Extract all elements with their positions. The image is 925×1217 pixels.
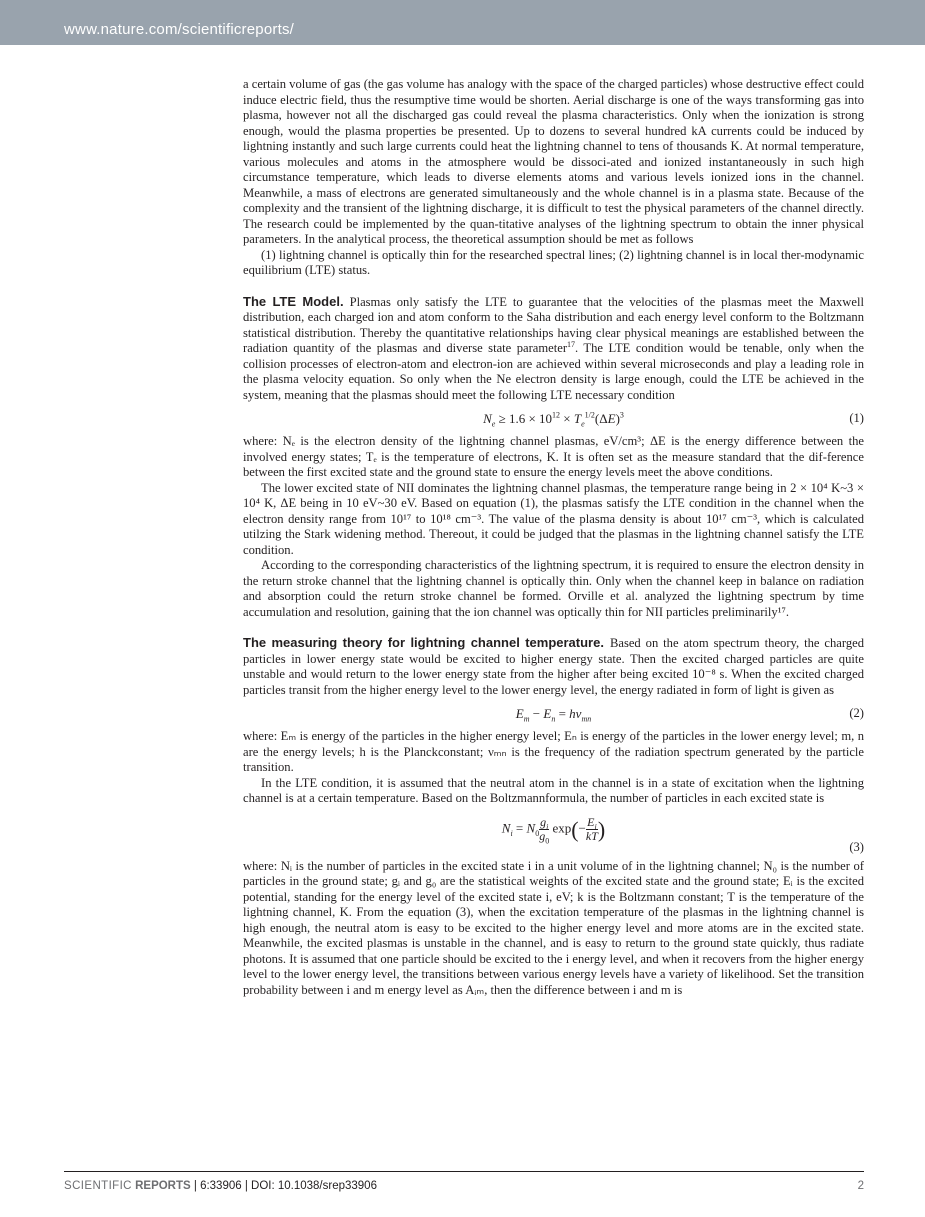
- journal-name-bold: REPORTS: [135, 1180, 191, 1192]
- paragraph-orville: According to the corresponding characteristics of the lightning spectrum, it is required to ensure the electron density in the return stroke channel that the lightning channel is optically thin. Only when the channel keep in balance on radiation and absorption could the return stroke channel be formed. Orville et al. analyzed the lightning spectrum by time accumulation and resolution, gaining that the ion channel was optically thin for NII particles preliminarily¹⁷.: [243, 558, 864, 619]
- section-measuring: The measuring theory for lightning channel temperature. Based on the atom spectrum theory, the charged particles in lower energy state would be excited to higher energy state. Then the excited charged particles are quite unstable and would return to the lower energy state from the higher after being excited 10⁻⁸ s. When the excited charged particles transit from the higher energy level to the lower energy level, the energy radiated in form of light is given as: [243, 635, 865, 697]
- paragraph-eq2-where: where: Eₘ is energy of the particles in the higher energy level; Eₙ is energy of the particles in the lower energy level; m, n are the energy levels; h is the Planckconstant; νₘₙ is the frequency of the radiation spectrum generated by the particle transition.: [243, 729, 864, 774]
- top-banner: [0, 0, 925, 45]
- page-number: 2: [857, 1180, 864, 1192]
- equation-2-number: (2): [849, 706, 864, 720]
- footer-divider: [64, 1171, 864, 1172]
- paragraph-nii: The lower excited state of NII dominates the lightning channel plasmas, the temperature range being in 2 × 10⁴ K~3 × 10⁴ K, ΔE being in 10 eV~30 eV. Based on equation (1), the plasmas satisfy the LTE condition in the channel when the electron density range from 10¹⁷ to 10¹⁸ cm⁻³. The value of the plasma density is about 10¹⁷ cm⁻³, which is calculated utilzing the Stark widening method. Thereout, it could be judged that the plasmas in the lightning channel satisfy the LTE condition.: [243, 480, 864, 557]
- equation-1: [243, 408, 864, 431]
- paragraph-boltzmann: In the LTE condition, it is assumed that the neutral atom in the channel is in a state of excitation when the lightning channel is at a certain temperature. Based on the Boltzmannformula, the number of particles in each excited state is: [243, 775, 864, 805]
- equation-1-number: (1): [849, 411, 864, 425]
- equation-2: [243, 703, 864, 726]
- equation-3-number: (3): [849, 839, 864, 854]
- section-heading-measuring: The measuring theory for lightning channel temperature.: [243, 635, 604, 650]
- article-body: [243, 77, 864, 998]
- site-url-link[interactable]: www.nature.com/scientificreports/: [64, 21, 295, 38]
- section-heading-lte: The LTE Model.: [243, 293, 344, 309]
- paragraph-intro: a certain volume of gas (the gas volume has analogy with the space of the charged particles) whose destructive effect could induce electric field, thus the resumptive time would be shorten. Aerial discharge is one of the ways transforming gas into plasma, however not all the discharged gas could reveal the plasma characteristics. Only when the ionization is strong enough, would the plasma properties be presented. Up to dozens to several hundred kA currents could be induced by lightning instantly and such large currents could heat the lightning channel to tens of thousands K. At normal temperature, various molecules and atoms in the atmosphere would be dissoci-ated and ionized instantaneously in such high circumstance temperature, which leads to diverse elements atoms and various levels ionized ions in the channel. Meanwhile, a mass of electrons are generated simultaneously and the whole channel is in a plasma state. Because of the complexity and the transient of the lightning discharge, it is difficult to test the physical parameters of the channel directly. The research could be implemented by the quan-titative analyses of the lightning spectrum to obtain the inner physical parameters. In the analytical process, the theoretical assumption should be met as follows: [243, 77, 864, 246]
- reference-link[interactable]: 17: [567, 339, 576, 349]
- equation-3: [243, 812, 864, 856]
- paragraph-eq3-where: where: Nᵢ is the number of particles in the excited state i in a unit volume of in the lightning channel; N₀ is the number of particles in the ground state; gᵢ and g₀ are the statistical weights of the excited state and the ground state; Eᵢ is the excited potential, standing for the energy level of the excited state i, eV; k is the Boltzmann constant; T is the temperature of the lightning channel, K. From the equation (3), when the excitation temperature of the plasmas in the lightning channel is high enough, the neutral atom is easy to be excited to the higher energy level and more atoms are in the excited state. Meanwhile, the excited plasmas is unstable in the channel, and is easy to return to the ground state quickly, thus radiate photons. It is assumed that one particle should be excited to the i energy level, and when it recovers from the higher energy level to the lower energy level, the transitions between various energy levels have a variety of likelihood. Set the transition probability between i and m energy level as Aᵢₘ, then the difference between i and m is: [243, 858, 864, 997]
- doi-citation: | 6:33906 | DOI: 10.1038/srep33906: [193, 1180, 377, 1192]
- equation-2-expression: $E_m - E_n = h\nu_{mn}$: [515, 706, 592, 724]
- section-lte: The LTE Model. Plasmas only satisfy the LTE to guarantee that the velocities of the plasmas meet the Maxwell distribution, each charged ion and atom conform to the Saha distribution and each energy level conform to the Boltzmann statistical distribution. Thereby the quantitative relationships having clear physical meanings are established between the radiation quantity of the plasmas and diverse state parameter$^{17}$. The LTE condition would be tenable, only when the collision processes of electron-atom and electron-ion are achieved within several microseconds and play a leading role in the plasma velocity equation. So only when the Ne electron density is large enough, could the LTE be achieved in the system, meaning that the plasmas should meet the following LTE necessary condition: [243, 293, 865, 402]
- footer-citation: [64, 1180, 377, 1192]
- journal-name: SCIENTIFIC: [64, 1180, 132, 1192]
- equation-3-expression: $N_i = N_0$ $\frac{g_i}{g_0}$ exp(− $\frac{E_i}{kT}$ ): [501, 814, 606, 845]
- equation-1-expression: $N_e \ge 1.6 \times 10^{12} \times T_e^{1/2}(\Delta E)^3$: [483, 410, 624, 429]
- paragraph-eq1-where: where: Nₑ is the electron density of the lightning channel plasmas, eV/cm³; ΔE is the energy difference between the involved energy states; Tₑ is the temperature of electrons, K. It is often set as the measure standard that the dif-ference between the first excited state and the ground state to ensure the energy levels meet the above conditions.: [243, 434, 864, 479]
- paragraph-assumptions: (1) lightning channel is optically thin for the researched spectral lines; (2) lightning channel is in local ther-modynamic equilibrium (LTE) status.: [243, 247, 864, 277]
